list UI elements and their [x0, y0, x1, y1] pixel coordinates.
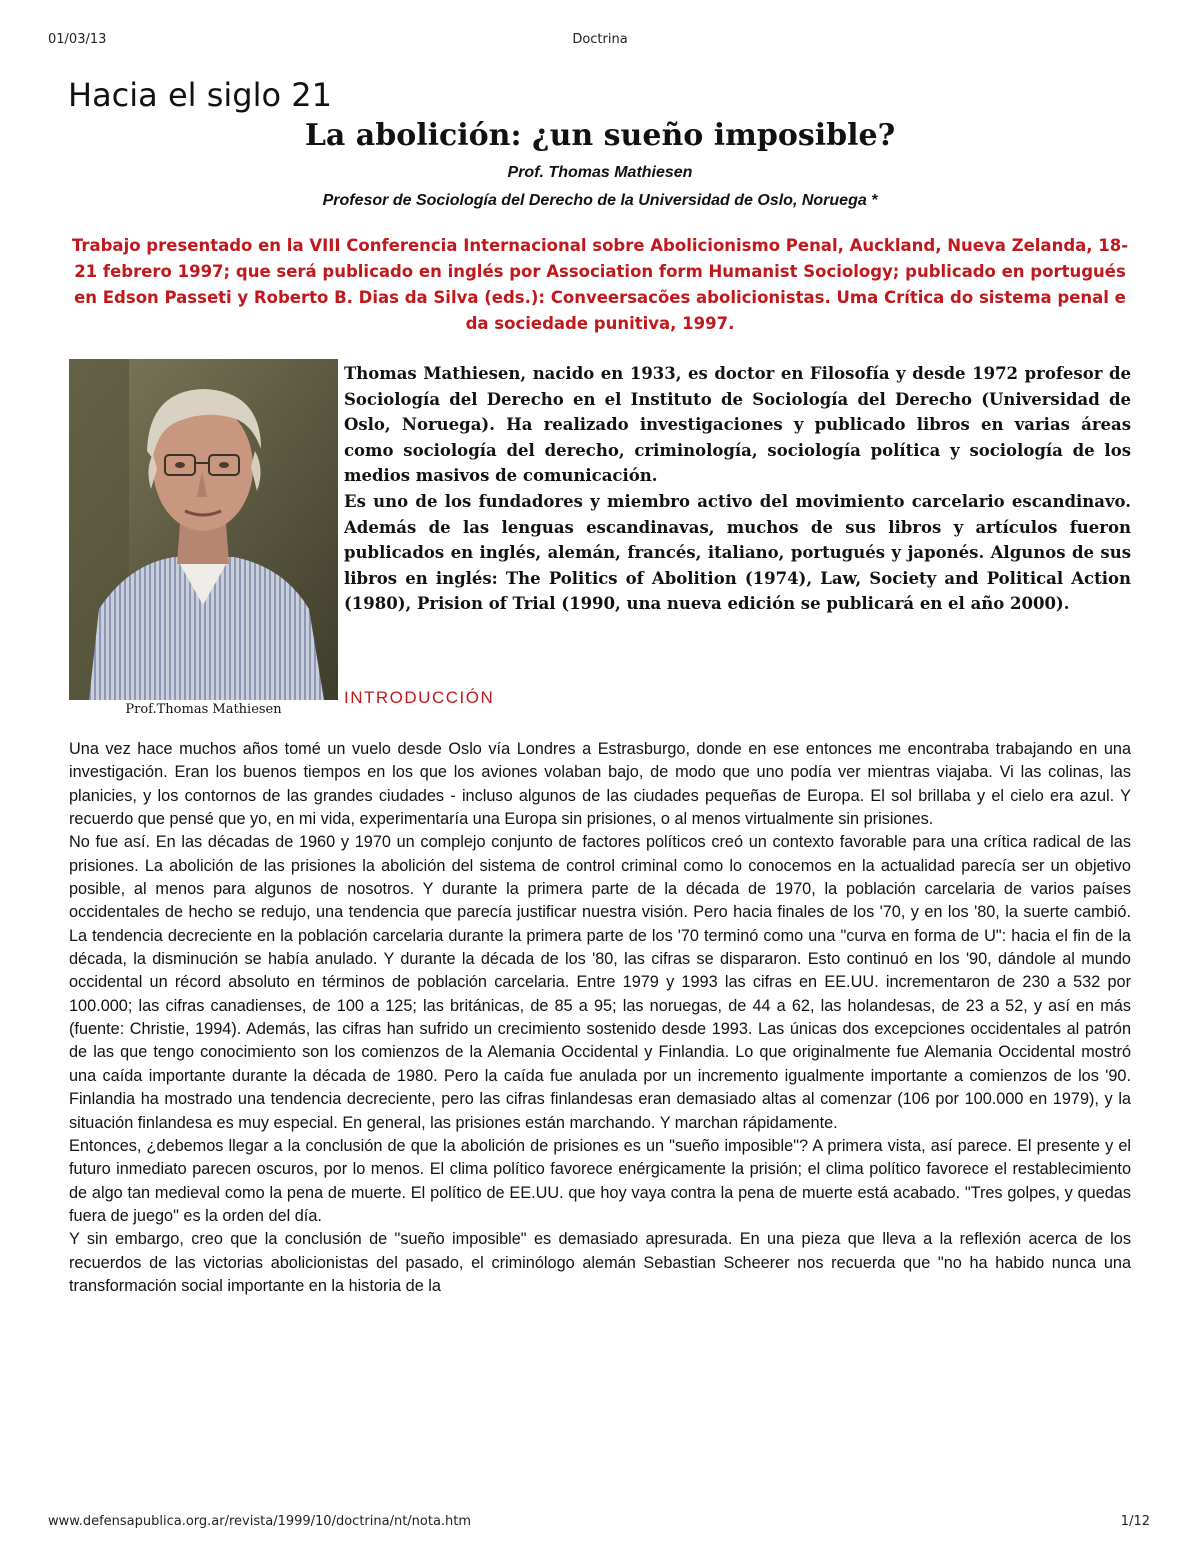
bio-paragraph: Thomas Mathiesen, nacido en 1933, es doctor en Filosofía y desde 1972 profesor de Sociología del Derecho en el Instituto de Sociología del Derecho (Universidad de Oslo, Noruega). Ha realizado investigaciones y publicado libros en varias áreas como sociología del derecho, criminología, sociología política y sociología de los medios masivos de comunicación. — [344, 364, 1131, 486]
author-affiliation: Profesor de Sociología del Derecho de la Universidad de Oslo, Noruega * — [322, 192, 878, 209]
body-paragraph: No fue así. En las décadas de 1960 y 1970 un complejo conjunto de factores políticos creó un contexto favorable para una crítica radical de las prisiones. La abolición de las prisiones la abolición del sistema de control criminal como lo conocemos en la actualidad parecía ser un objetivo posible, al menos para algunos de nosotros. Y durante la primera parte de la década de 1970, la población carcelaria de varios países occidentales de hecho se redujo, una tendencia que parecía justificar nuestra visión. Pero hacia finales de los '70, y en los '80, la suerte cambió. La tendencia decreciente en la población carcelaria durante la primera parte de los '70 terminó como una "curva en forma de U": hacia el fin de la década, la disminución se había anulado. Y durante la década de los '80, las cifras se dispararon. Esto continuó en los '90, dándole al mundo occidental un récord absoluto en términos de población carcelaria. Entre 1979 y 1993 las cifras en EE.UU. incrementaron de 230 a 532 por 100.000; las cifras canadienses, de 100 a 125; las británicas, de 85 a 95; las noruegas, de 44 a 62, las holandesas, de 23 a 52, y así en más (fuente: Christie, 1994). Además, las cifras han sufrido un crecimiento sostenido desde 1993. Las únicas dos excepciones occidentales al patrón de las que tengo conocimiento son los comienzos de la Alemania Occidental y Finlandia. Lo que originalmente fue Alemania Occidental mostró una caída importante durante la década de 1980. Pero la caída fue anulada por un incremento igualmente importante a comienzos de los '90. Finlandia ha mostrado una tendencia decreciente, pero las cifras finlandesas eran demasiado altas al comenzar (106 por 100.000 en 1979), y la situación finlandesa es muy especial. En general, las prisiones están marchando. Y marchan rápidamente. — [69, 833, 1131, 1132]
introduction-heading: INTRODUCCIÓN — [344, 688, 495, 707]
author-bio — [344, 361, 1131, 617]
article-body — [69, 738, 1131, 1298]
section-title: Hacia el siglo 21 — [68, 76, 332, 114]
bio-paragraph: Es uno de los fundadores y miembro activo del movimiento carcelario escandinavo. Además de las lenguas escandinavas, muchos de sus libros y artículos fueron publicados en inglés, alemán, francés, italiano, portugués y japonés. Algunos de sus libros en inglés: The Politics of Abolition (1974), Law, Society and Political Action (1980), Prision of Trial (1990, una nueva edición se publicará en el año 2000). — [344, 491, 1131, 614]
article-author: Prof. Thomas Mathiesen — [507, 164, 693, 181]
page-url: www.defensapublica.org.ar/revista/1999/10/doctrina/nt/nota.htm — [48, 1514, 472, 1529]
page-number: 1/12 — [1120, 1514, 1150, 1529]
article-title: La abolición: ¿un sueño imposible? — [304, 118, 896, 153]
body-paragraph: Una vez hace muchos años tomé un vuelo desde Oslo vía Londres a Estrasburgo, donde en ese entonces me encontraba trabajando en una investigación. Eran los buenos tiempos en los que los aviones volaban bajo, de modo que uno podía ver mientras viajaba. Vi las colinas, las planicies, y los contornos de las grandes ciudades - incluso algunos de las ciudades pequeñas de Europa. El sol brillaba y el cielo era azul. Y recuerdo que pensé que yo, en mi vida, experimentaría una Europa sin prisiones, o al menos virtualmente sin prisiones. — [69, 740, 1131, 829]
photo-caption: Prof.Thomas Mathiesen — [125, 702, 282, 717]
publication-note: Trabajo presentado en la VIII Conferencia Internacional sobre Abolicionismo Penal, Auckland, Nueva Zelanda, 18-21 febrero 1997; que será publicado en inglés por Association form Humanist Sociology; publicado en portugués en Edson Passeti y Roberto B. Dias da Silva (eds.): Conveersacões abolicionistas. Uma Crítica do sistema penal e da sociedade punitiva, 1997. — [71, 236, 1129, 333]
print-date: 01/03/13 — [48, 32, 107, 47]
body-paragraph: Entonces, ¿debemos llegar a la conclusión de que la abolición de prisiones es un "sueño imposible"? A primera vista, así parece. El presente y el futuro inmediato parecen oscuros, por lo menos. El clima político favorece enérgicamente la prisión; el clima político favorece el restablecimiento de algo tan medieval como la pena de muerte. El político de EE.UU. que hoy vaya contra la pena de muerte está acabado. "Tres golpes, y quedas fuera de juego" es la orden del día. — [69, 1136, 1131, 1225]
body-paragraph: Y sin embargo, creo que la conclusión de "sueño imposible" es demasiado apresurada. En una pieza que lleva a la reflexión acerca de los recuerdos de las victorias abolicionistas del pasado, el criminólogo alemán Sebastian Scheerer nos recuerda que "no ha habido nunca una transformación social importante en la historia de la — [69, 1230, 1131, 1295]
print-header-title: Doctrina — [572, 32, 628, 47]
author-photo — [69, 359, 338, 700]
